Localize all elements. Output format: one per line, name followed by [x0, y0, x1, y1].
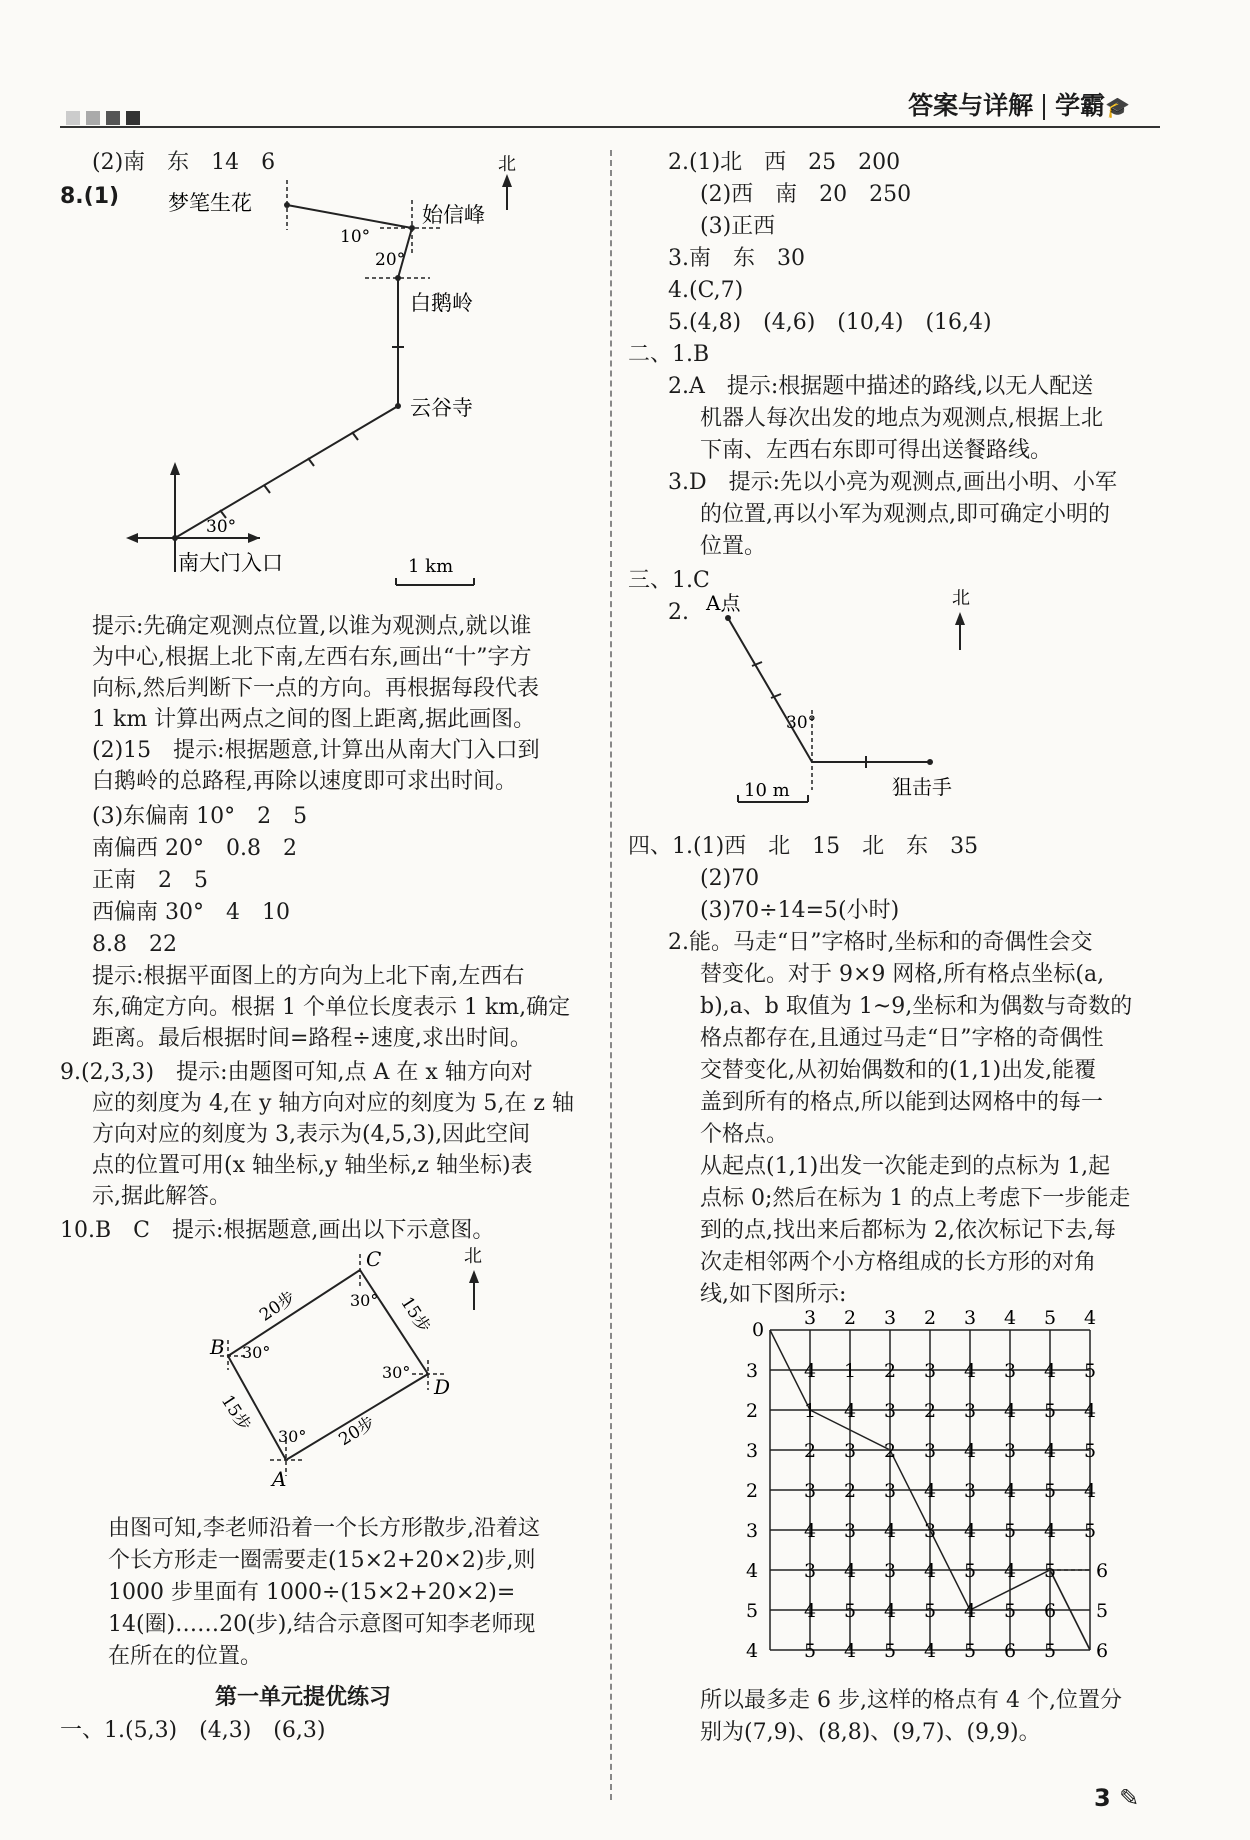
- tip-line: 向标,然后判断下一点的方向。再根据每段代表: [92, 676, 539, 701]
- point-D: D: [434, 1375, 451, 1399]
- label-baie: 白鹅岭: [410, 291, 473, 315]
- answer-line: 盖到所有的格点,所以能到达网格中的每一: [700, 1090, 1103, 1115]
- grid-cell-label: 6: [1096, 1560, 1109, 1582]
- tip-line: 下南、左西右东即可得出送餐路线。: [700, 438, 1053, 463]
- grid-cell-label: 4: [1004, 1560, 1017, 1582]
- answer-line: 方向对应的刻度为 3,表示为(4,5,3),因此空间: [92, 1122, 531, 1147]
- north-label: 北: [464, 1246, 482, 1267]
- answer-line: 别为(7,9)、(8,8)、(9,7)、(9,9)。: [700, 1720, 1041, 1745]
- answer-line: 三、1.C: [628, 568, 710, 593]
- answer-line: (2)15 提示:根据题意,计算出从南大门入口到: [92, 738, 540, 763]
- header-brand: 学霸: [1055, 91, 1106, 120]
- answer-line: 四、1.(1)西 北 15 北 东 35: [628, 834, 979, 859]
- grid-cell-label: 4: [1084, 1307, 1097, 1329]
- grid-cell-label: 4: [844, 1640, 857, 1662]
- label-mengbi: 梦笔生花: [168, 191, 252, 215]
- grid-cell-label: 6: [1004, 1640, 1017, 1662]
- grid-cell-label: 2: [884, 1440, 897, 1462]
- answer-line: 2.能。马走“日”字格时,坐标和的奇偶性会交: [668, 930, 1093, 955]
- grid-cell-label: 5: [964, 1640, 977, 1662]
- sniper-diagram: [690, 590, 1010, 820]
- answer-line: 2.(1)北 西 25 200: [668, 150, 901, 175]
- grid-cell-label: 5: [1004, 1600, 1017, 1622]
- grid-cell-label: 2: [804, 1440, 817, 1462]
- angle-label: 30°: [786, 713, 817, 733]
- tip-line: 3.D 提示:先以小亮为观测点,画出小明、小军: [668, 470, 1118, 495]
- grid-cell-label: 5: [746, 1600, 759, 1622]
- tip-line: 位置。: [700, 534, 767, 559]
- grid-cell-label: 5: [844, 1600, 857, 1622]
- grid-cell-label: 4: [964, 1440, 977, 1462]
- answer-line: 白鹅岭的总路程,再除以速度即可求出时间。: [92, 769, 517, 794]
- grid-cell-label: 4: [964, 1600, 977, 1622]
- answer-line: 西偏南 30° 4 10: [92, 900, 290, 925]
- grid-cell-label: 3: [804, 1480, 817, 1502]
- answer-line: 点的位置可用(x 轴坐标,y 轴坐标,z 轴坐标)表: [92, 1153, 533, 1178]
- side-label: 15步: [216, 1391, 255, 1435]
- answer-line: 应的刻度为 4,在 y 轴方向对应的刻度为 5,在 z 轴: [92, 1091, 574, 1116]
- grid-cell-label: 5: [1044, 1480, 1057, 1502]
- grid-cell-label: 5: [804, 1640, 817, 1662]
- answer-line: (3)70÷14=5(小时): [700, 898, 900, 923]
- grid-cell-label: 4: [804, 1360, 817, 1382]
- tip-line: 距离。最后根据时间=路程÷速度,求出时间。: [92, 1026, 532, 1051]
- grid-cell-label: 3: [844, 1520, 857, 1542]
- grid-cell-label: 3: [964, 1307, 977, 1329]
- answer-line: 在所在的位置。: [108, 1644, 263, 1669]
- scale-label: 10 m: [744, 780, 790, 801]
- grid-cell-label: 4: [746, 1560, 759, 1582]
- tip-line: 1 km 计算出两点之间的图上距离,据此画图。: [92, 707, 536, 732]
- answer-line: 示,据此解答。: [92, 1184, 231, 1209]
- answer-line: 由图可知,李老师沿着一个长方形散步,沿着这: [108, 1516, 540, 1541]
- side-label: 20步: [335, 1412, 379, 1451]
- angle-label: 30°: [350, 1291, 379, 1310]
- grid-cell-label: 4: [1004, 1307, 1017, 1329]
- answer-line: 2.: [668, 600, 689, 625]
- answer-line: 交替变化,从初始偶数和的(1,1)出发,能覆: [700, 1058, 1097, 1083]
- grid-cell-label: 2: [746, 1400, 759, 1422]
- grid-cell-label: 4: [804, 1600, 817, 1622]
- grid-cell-label: 0: [752, 1319, 765, 1341]
- scale-label: 1 km: [408, 556, 454, 577]
- grid-cell-label: 3: [964, 1400, 977, 1422]
- column-divider: [610, 150, 612, 1800]
- grid-cell-label: 4: [964, 1360, 977, 1382]
- grid-cell-label: 4: [1044, 1440, 1057, 1462]
- angle-10: 10°: [340, 227, 371, 247]
- grid-cell-label: 4: [1084, 1480, 1097, 1502]
- grid-cell-label: 3: [804, 1307, 817, 1329]
- answer-line: (2)西 南 20 250: [700, 182, 912, 207]
- grid-cell-label: 3: [844, 1440, 857, 1462]
- label-sniper: 狙击手: [892, 775, 952, 799]
- answer-line: (2)南 东 14 6: [92, 150, 276, 175]
- grid-cell-label: 3: [964, 1480, 977, 1502]
- grid-cell-label: 3: [1004, 1360, 1017, 1382]
- grid-cell-label: 6: [1096, 1640, 1109, 1662]
- answer-line: 10.B C 提示:根据题意,画出以下示意图。: [60, 1218, 495, 1243]
- grid-cell-label: 5: [1084, 1520, 1097, 1542]
- grid-cell-label: 5: [1044, 1307, 1057, 1329]
- answer-line: 从起点(1,1)出发一次能走到的点标为 1,起: [700, 1154, 1111, 1179]
- grid-cell-label: 5: [964, 1560, 977, 1582]
- answer-line: 二、1.B: [628, 342, 710, 367]
- tip-line: 机器人每次出发的地点为观测点,根据上北: [700, 406, 1103, 431]
- grid-cell-label: 2: [884, 1360, 897, 1382]
- grid-cell-label: 2: [844, 1480, 857, 1502]
- grid-cell-label: 1: [804, 1400, 817, 1422]
- grid-cell-label: 4: [964, 1520, 977, 1542]
- grid-cell-label: 5: [1004, 1520, 1017, 1542]
- label-yungu: 云谷寺: [410, 396, 473, 420]
- tip-line: 2.A 提示:根据题中描述的路线,以无人配送: [668, 374, 1094, 399]
- grid-cell-label: 2: [844, 1307, 857, 1329]
- label-gate: 南大门入口: [178, 551, 283, 575]
- answer-line: 到的点,找出来后都标为 2,依次标记下去,每: [700, 1218, 1116, 1243]
- point-B: B: [210, 1335, 225, 1359]
- answer-line: 线,如下图所示:: [700, 1282, 847, 1307]
- answer-line: (3)东偏南 10° 2 5: [92, 804, 308, 829]
- grid-cell-label: 5: [1044, 1400, 1057, 1422]
- point-A: A点: [706, 591, 741, 615]
- angle-20: 20°: [375, 250, 406, 270]
- north-label: 北: [498, 154, 516, 175]
- grid-cell-label: 3: [746, 1520, 759, 1542]
- grid-cell-label: 4: [1084, 1400, 1097, 1422]
- grid-cell-label: 5: [924, 1600, 937, 1622]
- grid-cell-label: 5: [1044, 1560, 1057, 1582]
- grid-cell-label: 4: [1004, 1480, 1017, 1502]
- answer-line: 格点都存在,且通过马走“日”字格的奇偶性: [700, 1026, 1104, 1051]
- tip-line: 东,确定方向。根据 1 个单位长度表示 1 km,确定: [92, 995, 571, 1020]
- north-label: 北: [952, 588, 970, 609]
- grid-cell-label: 5: [1044, 1640, 1057, 1662]
- angle-label: 30°: [382, 1363, 411, 1382]
- grid-cell-label: 4: [746, 1640, 759, 1662]
- angle-label: 30°: [242, 1343, 271, 1362]
- grid-cell-label: 5: [1096, 1600, 1109, 1622]
- grid-cell-label: 4: [804, 1520, 817, 1542]
- answer-line: 5.(4,8) (4,6) (10,4) (16,4): [668, 310, 992, 335]
- side-label: 20步: [256, 1287, 300, 1326]
- answer-line: 9.(2,3,3) 提示:由题图可知,点 A 在 x 轴方向对: [60, 1060, 533, 1085]
- question-number: 8.(1): [60, 184, 120, 209]
- angle-label: 30°: [278, 1427, 307, 1446]
- answer-line: 南偏西 20° 0.8 2: [92, 836, 297, 861]
- grid-cell-label: 5: [1084, 1360, 1097, 1382]
- grid-cell-label: 3: [884, 1400, 897, 1422]
- grid-cell-label: 4: [924, 1480, 937, 1502]
- grid-cell-label: 3: [1004, 1440, 1017, 1462]
- grid-cell-label: 4: [1004, 1400, 1017, 1422]
- answer-line: 3.南 东 30: [668, 246, 805, 271]
- answer-line: b),a、b 取值为 1~9,坐标和为偶数与奇数的: [700, 994, 1133, 1019]
- point-A: A: [272, 1467, 287, 1491]
- grid-cell-label: 4: [1044, 1520, 1057, 1542]
- grid-cell-label: 3: [746, 1360, 759, 1382]
- grid-cell-label: 3: [746, 1440, 759, 1462]
- rectangle-walk-diagram: [200, 1246, 482, 1491]
- tip-line: 提示:先确定观测点位置,以谁为观测点,就以谁: [92, 614, 532, 639]
- answer-line: 4.(C,7): [668, 278, 744, 303]
- header-rule: [60, 126, 1160, 128]
- grid-cell-label: 3: [804, 1560, 817, 1582]
- grid-cell-label: 3: [924, 1360, 937, 1382]
- grid-cell-label: 4: [844, 1400, 857, 1422]
- grid-cell-label: 2: [924, 1400, 937, 1422]
- answer-line: 1000 步里面有 1000÷(15×2+20×2)=: [108, 1580, 516, 1605]
- grid-cell-label: 4: [844, 1560, 857, 1582]
- tip-line: 为中心,根据上北下南,左西右东,画出“十”字方: [92, 645, 532, 670]
- grid-cell-label: 3: [884, 1307, 897, 1329]
- answer-line: 点标 0;然后在标为 1 的点上考虑下一步能走: [700, 1186, 1131, 1211]
- grid-cell-label: 4: [1044, 1360, 1057, 1382]
- grid-cell-label: 3: [884, 1480, 897, 1502]
- grid-cell-label: 4: [924, 1640, 937, 1662]
- answer-line: 个格点。: [700, 1122, 789, 1147]
- angle-30: 30°: [206, 517, 237, 537]
- answer-line: 正南 2 5: [92, 868, 208, 893]
- header-title: [908, 86, 1130, 122]
- answer-line: 14(圈)……20(步),结合示意图可知李老师现: [108, 1612, 536, 1637]
- grid-cell-label: 1: [844, 1360, 857, 1382]
- pencil-icon: ✎: [1119, 1784, 1140, 1812]
- tip-line: 的位置,再以小军为观测点,即可确定小明的: [700, 502, 1110, 527]
- answer-line: (2)70: [700, 866, 760, 891]
- grid-cell-label: 2: [746, 1480, 759, 1502]
- grid-cell-label: 5: [884, 1640, 897, 1662]
- page-number-text: 3: [1094, 1784, 1111, 1812]
- answer-line: 替变化。对于 9×9 网格,所有格点坐标(a,: [700, 962, 1105, 987]
- answer-line: 个长方形走一圈需要走(15×2+20×2)步,则: [108, 1548, 536, 1573]
- answer-line: (3)正西: [700, 214, 776, 239]
- side-label: 15步: [396, 1293, 435, 1337]
- grid-cell-label: 4: [924, 1560, 937, 1582]
- grid-cell-label: 3: [924, 1520, 937, 1542]
- grid-cell-label: 6: [1044, 1600, 1057, 1622]
- answer-line: 一、1.(5,3) (4,3) (6,3): [60, 1718, 326, 1743]
- header-title-left: 答案与详解: [908, 91, 1034, 120]
- grid-cell-label: 3: [884, 1560, 897, 1582]
- grid-cell-label: 4: [884, 1600, 897, 1622]
- point-C: C: [366, 1247, 382, 1271]
- grid-cell-label: 5: [1084, 1440, 1097, 1462]
- tip-line: 提示:根据平面图上的方向为上北下南,左西右: [92, 964, 525, 989]
- grid-cell-label: 4: [884, 1520, 897, 1542]
- answer-line: 8.8 22: [92, 932, 177, 957]
- knight-grid-diagram: [740, 1307, 1120, 1670]
- route-diagram: [120, 154, 600, 590]
- answer-line: 所以最多走 6 步,这样的格点有 4 个,位置分: [700, 1688, 1122, 1713]
- label-shixin: 始信峰: [422, 203, 485, 227]
- section-title: 第一单元提优练习: [215, 1685, 392, 1710]
- grid-cell-label: 2: [924, 1307, 937, 1329]
- page-number: [1094, 1784, 1139, 1812]
- grad-cap-icon: 🎓: [1105, 95, 1130, 119]
- grid-cell-label: 3: [924, 1440, 937, 1462]
- answer-line: 次走相邻两个小方格组成的长方形的对角: [700, 1250, 1097, 1275]
